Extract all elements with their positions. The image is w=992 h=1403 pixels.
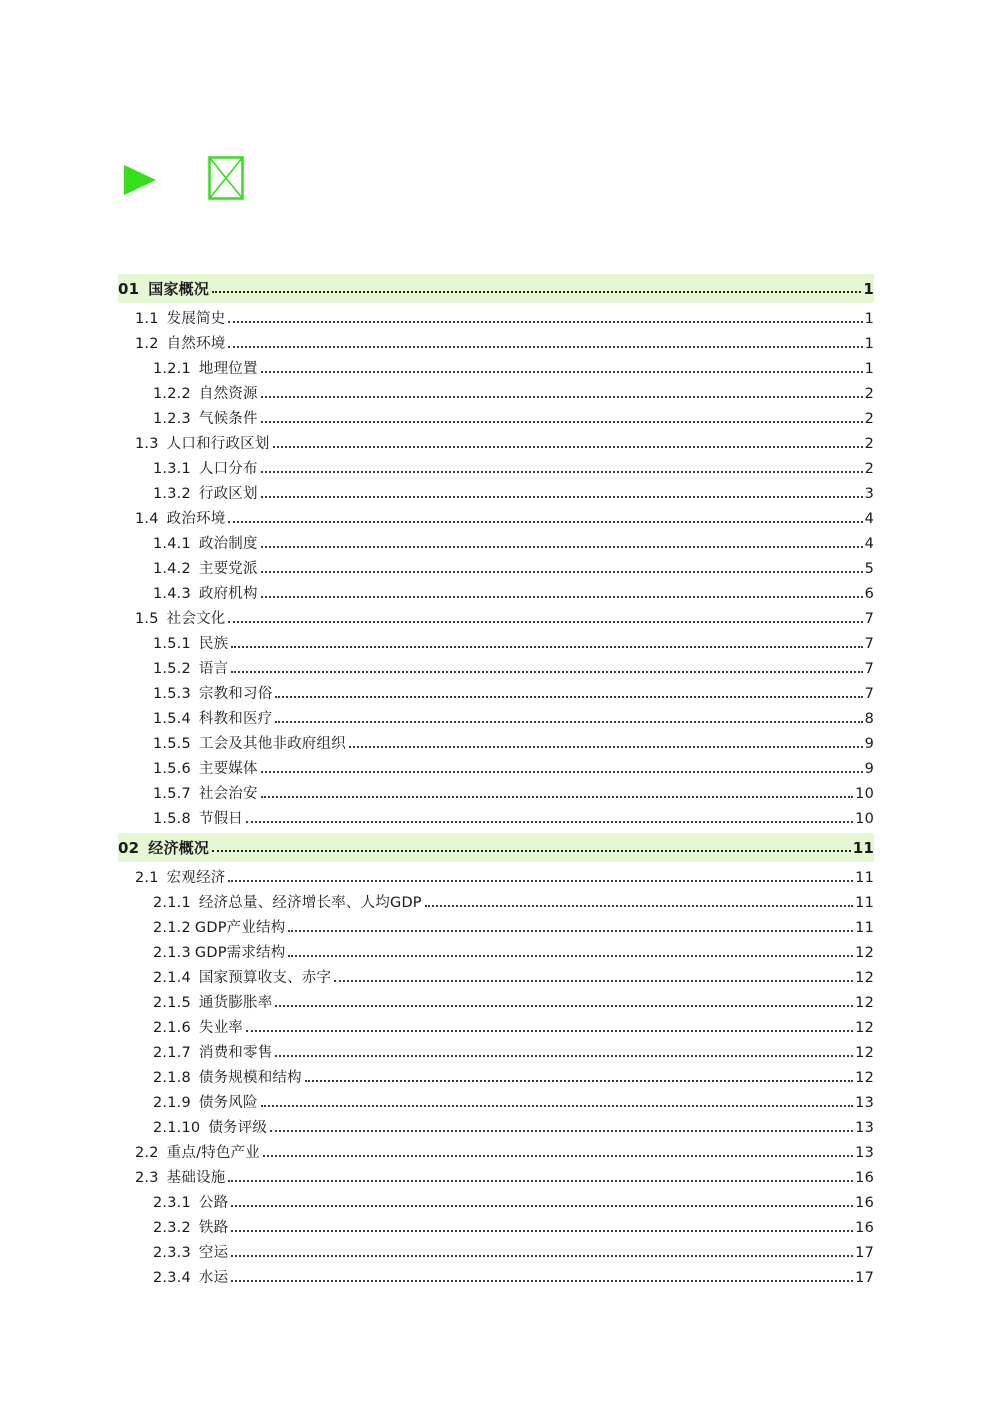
toc-entry-row[interactable]: [118, 1265, 874, 1290]
table-of-contents: [118, 272, 874, 1290]
toc-entry-title: 宗教和习俗: [198, 686, 273, 702]
toc-entry-title: 消费和零售: [198, 1045, 273, 1061]
toc-entry-title: 国家预算收支、赤字: [198, 970, 332, 986]
toc-page-number: 9: [864, 761, 874, 777]
toc-entry-row[interactable]: [118, 731, 874, 756]
dot-leader: [228, 320, 862, 323]
toc-entry-number: 01: [118, 280, 140, 298]
toc-entry-title: 通货膨胀率: [198, 995, 273, 1011]
toc-entry-number: 1.2.3: [153, 411, 191, 427]
dot-leader: [261, 370, 863, 373]
toc-entry-row[interactable]: [118, 431, 874, 456]
toc-entry-row[interactable]: [118, 1215, 874, 1240]
toc-page-number: 7: [864, 636, 874, 652]
toc-page-number: 13: [855, 1095, 874, 1111]
toc-page-number: 8: [864, 711, 874, 727]
toc-entry-number: 2.3.4: [153, 1270, 191, 1286]
toc-entry-title: 公路: [198, 1195, 229, 1211]
toc-entry-title: 气候条件: [198, 411, 258, 427]
dot-leader: [246, 1029, 853, 1032]
toc-page-number: 11: [855, 870, 874, 886]
toc-entry-row[interactable]: [118, 306, 874, 331]
toc-page-number: 16: [855, 1170, 874, 1186]
dot-leader: [231, 645, 862, 648]
toc-entry-number: 1.1: [135, 311, 159, 327]
toc-page-number: 10: [855, 811, 874, 827]
toc-entry-row[interactable]: [118, 781, 874, 806]
toc-entry-row[interactable]: [118, 681, 874, 706]
image-placeholder-icon: [208, 156, 244, 200]
toc-page-number: 1: [864, 361, 874, 377]
dot-leader: [275, 720, 862, 723]
toc-entry-title: 人口和行政区划: [166, 436, 270, 452]
toc-entry-number: 2.3: [135, 1170, 159, 1186]
toc-entry-number: 1.5.6: [153, 761, 191, 777]
toc-entry-title: 人口分布: [198, 461, 258, 477]
toc-page-number: 9: [864, 736, 874, 752]
toc-entry-number: 2.1.10: [153, 1120, 201, 1136]
toc-entry-row[interactable]: [118, 990, 874, 1015]
dot-leader: [288, 954, 853, 957]
toc-entry-row[interactable]: [118, 890, 874, 915]
dot-leader: [261, 470, 863, 473]
toc-entry-number: 2.1.5: [153, 995, 191, 1011]
toc-entry-title: 节假日: [198, 811, 244, 827]
toc-chapter-row[interactable]: [118, 274, 874, 303]
dot-leader: [270, 1129, 853, 1132]
dot-leader: [275, 1054, 853, 1057]
toc-entry-row[interactable]: [118, 1115, 874, 1140]
dot-leader: [425, 904, 853, 907]
dot-leader: [212, 290, 861, 293]
toc-page-number: 12: [855, 995, 874, 1011]
dot-leader: [228, 620, 862, 623]
toc-entry-number: 2.1.2: [153, 920, 191, 936]
toc-page-number: 1: [863, 280, 874, 298]
toc-entry-number: 1.4.1: [153, 536, 191, 552]
dot-leader: [261, 420, 863, 423]
toc-entry-title: 发展简史: [166, 311, 226, 327]
toc-entry-row[interactable]: [118, 865, 874, 890]
toc-page-number: 12: [855, 970, 874, 986]
toc-entry-title: GDP产业结构: [194, 920, 286, 936]
toc-entry-number: 1.5.2: [153, 661, 191, 677]
toc-entry-row[interactable]: [118, 606, 874, 631]
toc-entry-number: 1.5.4: [153, 711, 191, 727]
toc-entry-row[interactable]: [118, 631, 874, 656]
toc-entry-number: 1.4.2: [153, 561, 191, 577]
toc-entry-number: 2.1.8: [153, 1070, 191, 1086]
toc-page-number: 12: [855, 1070, 874, 1086]
toc-page-number: 2: [864, 436, 874, 452]
toc-entry-title: 水运: [198, 1270, 229, 1286]
toc-entry-title: 债务评级: [208, 1120, 268, 1136]
toc-entry-title: 自然环境: [166, 336, 226, 352]
dot-leader: [261, 770, 863, 773]
dot-leader: [288, 929, 853, 932]
dot-leader: [273, 445, 863, 448]
dot-leader: [261, 1104, 853, 1107]
toc-entry-row[interactable]: [118, 506, 874, 531]
toc-entry-row[interactable]: [118, 1090, 874, 1115]
toc-entry-number: 1.5: [135, 611, 159, 627]
toc-page-number: 11: [855, 895, 874, 911]
toc-entry-title: 科教和医疗: [198, 711, 273, 727]
toc-page-number: 17: [855, 1245, 874, 1261]
toc-entry-title: 债务规模和结构: [198, 1070, 302, 1086]
toc-entry-title: 空运: [198, 1245, 229, 1261]
toc-entry-number: 1.2: [135, 336, 159, 352]
toc-entry-row[interactable]: [118, 1065, 874, 1090]
toc-page-number: 4: [864, 536, 874, 552]
toc-entry-title: 经济总量、经济增长率、人均GDP: [198, 895, 422, 911]
toc-entry-row[interactable]: [118, 756, 874, 781]
toc-entry-row[interactable]: [118, 806, 874, 831]
toc-page-number: 16: [855, 1220, 874, 1236]
toc-entry-row[interactable]: [118, 1190, 874, 1215]
dot-leader: [261, 795, 853, 798]
dot-leader: [228, 879, 853, 882]
play-icon: [124, 165, 158, 195]
toc-entry-number: 1.5.5: [153, 736, 191, 752]
toc-page-number: 7: [864, 686, 874, 702]
dot-leader: [261, 570, 863, 573]
dot-leader: [246, 820, 853, 823]
toc-entry-number: 1.5.3: [153, 686, 191, 702]
toc-entry-title: 工会及其他非政府组织: [198, 736, 346, 752]
toc-entry-number: 2.1.1: [153, 895, 191, 911]
toc-entry-title: 政治制度: [198, 536, 258, 552]
toc-entry-number: 2.1.9: [153, 1095, 191, 1111]
toc-entry-row[interactable]: [118, 581, 874, 606]
dot-leader: [231, 1254, 853, 1257]
toc-page-number: 7: [864, 661, 874, 677]
dot-leader: [228, 520, 862, 523]
dot-leader: [231, 1204, 853, 1207]
toc-entry-row[interactable]: [118, 456, 874, 481]
toc-entry-row[interactable]: [118, 915, 874, 940]
dot-leader: [261, 545, 863, 548]
toc-entry-number: 1.5.1: [153, 636, 191, 652]
toc-entry-number: 1.2.1: [153, 361, 191, 377]
toc-entry-number: 1.5.8: [153, 811, 191, 827]
dot-leader: [228, 345, 862, 348]
toc-entry-number: 2.1: [135, 870, 159, 886]
toc-entry-title: 主要党派: [198, 561, 258, 577]
dot-leader: [261, 395, 863, 398]
toc-page-number: 12: [855, 945, 874, 961]
toc-entry-row[interactable]: [118, 531, 874, 556]
toc-entry-title: 社会治安: [198, 786, 258, 802]
toc-page-number: 5: [864, 561, 874, 577]
toc-entry-row[interactable]: [118, 706, 874, 731]
toc-entry-title: GDP需求结构: [194, 945, 286, 961]
toc-page-number: 17: [855, 1270, 874, 1286]
header-icons: [122, 156, 262, 200]
toc-entry-number: 1.2.2: [153, 386, 191, 402]
toc-entry-title: 政治环境: [166, 511, 226, 527]
toc-entry-title: 地理位置: [198, 361, 258, 377]
toc-entry-number: 2.1.6: [153, 1020, 191, 1036]
dot-leader: [261, 495, 863, 498]
toc-entry-title: 铁路: [198, 1220, 229, 1236]
toc-entry-row[interactable]: [118, 965, 874, 990]
dot-leader: [212, 849, 851, 852]
dot-leader: [228, 1179, 853, 1182]
toc-page-number: 11: [855, 920, 874, 936]
toc-entry-row[interactable]: [118, 556, 874, 581]
toc-entry-number: 1.5.7: [153, 786, 191, 802]
toc-entry-title: 宏观经济: [166, 870, 226, 886]
toc-page-number: 12: [855, 1045, 874, 1061]
toc-entry-title: 失业率: [198, 1020, 244, 1036]
dot-leader: [231, 670, 862, 673]
toc-entry-number: 2.1.3: [153, 945, 191, 961]
toc-entry-title: 债务风险: [198, 1095, 258, 1111]
toc-entry-row[interactable]: [118, 940, 874, 965]
toc-page-number: 6: [864, 586, 874, 602]
toc-page-number: 13: [855, 1120, 874, 1136]
toc-entry-number: 2.1.7: [153, 1045, 191, 1061]
toc-entry-number: 2.2: [135, 1145, 159, 1161]
toc-entry-row[interactable]: [118, 356, 874, 381]
toc-entry-title: 民族: [198, 636, 229, 652]
toc-chapter-row[interactable]: [118, 833, 874, 862]
toc-entry-title: 语言: [198, 661, 229, 677]
toc-page-number: 12: [855, 1020, 874, 1036]
toc-page-number: 16: [855, 1195, 874, 1211]
toc-entry-number: 1.3.2: [153, 486, 191, 502]
toc-page-number: 2: [864, 386, 874, 402]
toc-page-number: 10: [855, 786, 874, 802]
toc-page-number: 1: [864, 311, 874, 327]
toc-page-number: 3: [864, 486, 874, 502]
toc-entry-number: 02: [118, 839, 140, 857]
toc-page-number: 7: [864, 611, 874, 627]
toc-entry-title: 行政区划: [198, 486, 258, 502]
dot-leader: [261, 595, 863, 598]
dot-leader: [275, 1004, 853, 1007]
dot-leader: [305, 1079, 853, 1082]
toc-entry-number: 2.3.1: [153, 1195, 191, 1211]
toc-entry-title: 自然资源: [198, 386, 258, 402]
toc-page-number: 13: [855, 1145, 874, 1161]
toc-entry-title: 基础设施: [166, 1170, 226, 1186]
toc-page-number: 2: [864, 461, 874, 477]
toc-entry-title: 经济概况: [148, 839, 210, 857]
toc-entry-number: 1.4: [135, 511, 159, 527]
toc-entry-title: 主要媒体: [198, 761, 258, 777]
toc-entry-row[interactable]: [118, 481, 874, 506]
toc-entry-title: 政府机构: [198, 586, 258, 602]
toc-entry-row[interactable]: [118, 406, 874, 431]
dot-leader: [263, 1154, 853, 1157]
toc-entry-row[interactable]: [118, 331, 874, 356]
toc-entry-row[interactable]: [118, 656, 874, 681]
toc-entry-number: 2.3.3: [153, 1245, 191, 1261]
toc-entry-number: 1.3: [135, 436, 159, 452]
toc-entry-title: 重点/特色产业: [166, 1145, 260, 1161]
toc-entry-row[interactable]: [118, 1240, 874, 1265]
toc-page-number: 4: [864, 511, 874, 527]
toc-page-number: 2: [864, 411, 874, 427]
toc-entry-number: 1.4.3: [153, 586, 191, 602]
toc-entry-number: 1.3.1: [153, 461, 191, 477]
toc-page-number: 11: [852, 839, 874, 857]
toc-entry-title: 国家概况: [148, 280, 210, 298]
dot-leader: [334, 979, 853, 982]
dot-leader: [275, 695, 862, 698]
toc-entry-row[interactable]: [118, 1040, 874, 1065]
toc-entry-title: 社会文化: [166, 611, 226, 627]
toc-page-number: 1: [864, 336, 874, 352]
toc-entry-number: 2.1.4: [153, 970, 191, 986]
toc-entry-number: 2.3.2: [153, 1220, 191, 1236]
toc-entry-row[interactable]: [118, 381, 874, 406]
toc-entry-row[interactable]: [118, 1140, 874, 1165]
dot-leader: [231, 1279, 853, 1282]
dot-leader: [349, 745, 863, 748]
dot-leader: [231, 1229, 853, 1232]
toc-entry-row[interactable]: [118, 1015, 874, 1040]
toc-entry-row[interactable]: [118, 1165, 874, 1190]
